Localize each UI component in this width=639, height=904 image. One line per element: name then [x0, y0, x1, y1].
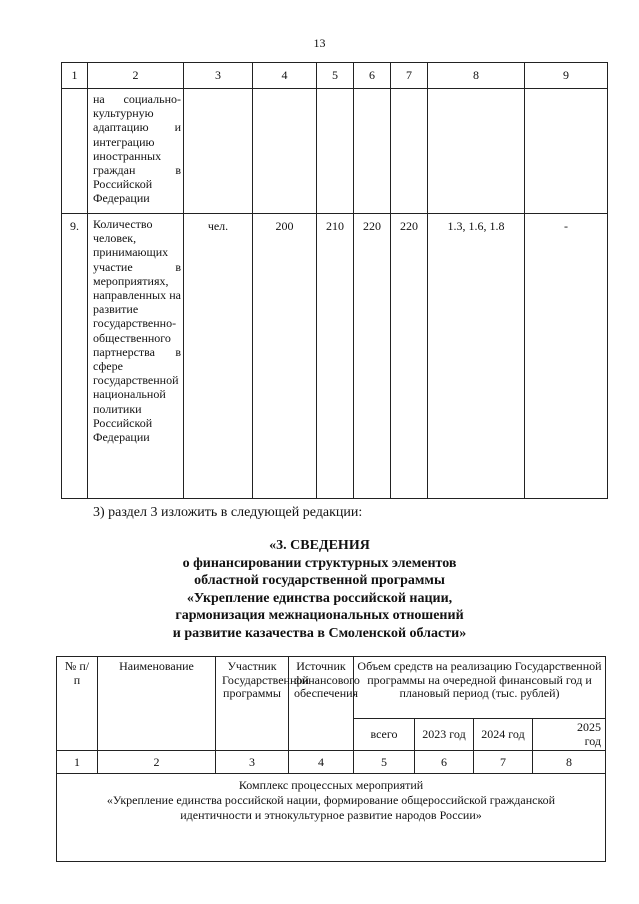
table-cell — [253, 89, 317, 214]
table-cell — [391, 89, 428, 214]
header-2024: 2024 год — [474, 719, 533, 751]
header-name: Наименование — [98, 657, 216, 751]
indicator-name-text: Количество человек, принимающих участие в мероприятиях, направленных на развитие государственно-общественного партнерства в сфере государственной национальной политики Российской Федерации — [93, 217, 181, 445]
section-title-line: гармонизация межнациональных отношений — [175, 608, 464, 623]
value-col5: 210 — [326, 219, 344, 233]
header-2025: 2025 год — [533, 719, 606, 751]
value-cell — [391, 214, 428, 499]
value-col6: 220 — [363, 219, 381, 233]
section-row — [57, 774, 606, 862]
table-cell — [184, 89, 253, 214]
value-col9: - — [564, 219, 568, 233]
value-col7: 220 — [400, 219, 418, 233]
table-cell — [62, 89, 88, 214]
section-title-line: «Укрепление единства российской нации, — [186, 590, 453, 606]
section-title-line: о финансировании структурных элементов — [182, 555, 457, 571]
section-title-line: областной государственной программы — [194, 573, 445, 588]
row-number-cell — [62, 214, 88, 499]
table-header-row — [62, 63, 608, 89]
column-number: 6 — [415, 751, 474, 774]
column-number: 8 — [533, 751, 606, 774]
table-row — [62, 89, 608, 214]
header-participant: Участник Государственной программы — [216, 657, 289, 751]
value-cell — [428, 214, 525, 499]
header-cell: 3 — [184, 63, 253, 89]
header-cell: 4 — [253, 63, 317, 89]
value-cell — [354, 214, 391, 499]
table-cell — [354, 89, 391, 214]
column-number: 1 — [57, 751, 98, 774]
value-cell — [253, 214, 317, 499]
column-number: 4 — [289, 751, 354, 774]
column-number: 5 — [354, 751, 415, 774]
indicators-table — [61, 62, 608, 499]
header-cell: 9 — [525, 63, 608, 89]
indicator-name-text: на социально-культурную адаптацию и интеграцию иностранных граждан в Российской Федерации — [93, 92, 181, 206]
amendment-text: 3) раздел 3 изложить в следующей редакции: — [93, 505, 363, 520]
value-col8: 1.3, 1.6, 1.8 — [447, 219, 505, 233]
indicator-name-cell — [88, 214, 184, 499]
section-heading-line: «Укрепление единства российской нации, формирование общероссийской гражданской идентичности и этнокультурное развитие народов России» — [106, 793, 556, 822]
value-cell — [317, 214, 354, 499]
table-header-row — [57, 657, 606, 719]
column-number: 7 — [474, 751, 533, 774]
section-title — [0, 537, 639, 642]
column-number: 3 — [216, 751, 289, 774]
value-col4: 200 — [275, 219, 294, 233]
table-cell — [428, 89, 525, 214]
section-title-line: «3. СВЕДЕНИЯ — [269, 538, 370, 553]
header-volume: Объем средств на реализацию Государственной программы на очередной финансовый год и плановый период (тыс. рублей) — [354, 657, 606, 719]
header-total: всего — [354, 719, 415, 751]
column-number: 2 — [98, 751, 216, 774]
column-numbers-row — [57, 751, 606, 774]
row-number: 9. — [70, 219, 79, 233]
unit-cell — [184, 214, 253, 499]
section-title-line: и развитие казачества в Смоленской области» — [172, 625, 467, 641]
indicator-name-continued — [88, 89, 184, 214]
header-num: № п/п — [57, 657, 98, 751]
header-cell: 1 — [62, 63, 88, 89]
header-cell: 2 — [88, 63, 184, 89]
header-cell: 8 — [428, 63, 525, 89]
header-source: Источник финансового обеспечения — [289, 657, 354, 751]
header-cell: 7 — [391, 63, 428, 89]
section-heading-cell — [57, 774, 606, 862]
header-cell: 6 — [354, 63, 391, 89]
section-heading-line: Комплекс процессных мероприятий — [238, 778, 424, 792]
page-number: 13 — [313, 36, 326, 50]
table-cell — [317, 89, 354, 214]
financing-table — [56, 656, 606, 862]
value-cell — [525, 214, 608, 499]
header-2023: 2023 год — [415, 719, 474, 751]
table-cell — [525, 89, 608, 214]
unit-value: чел. — [207, 219, 229, 233]
header-cell: 5 — [317, 63, 354, 89]
table-row — [62, 214, 608, 499]
